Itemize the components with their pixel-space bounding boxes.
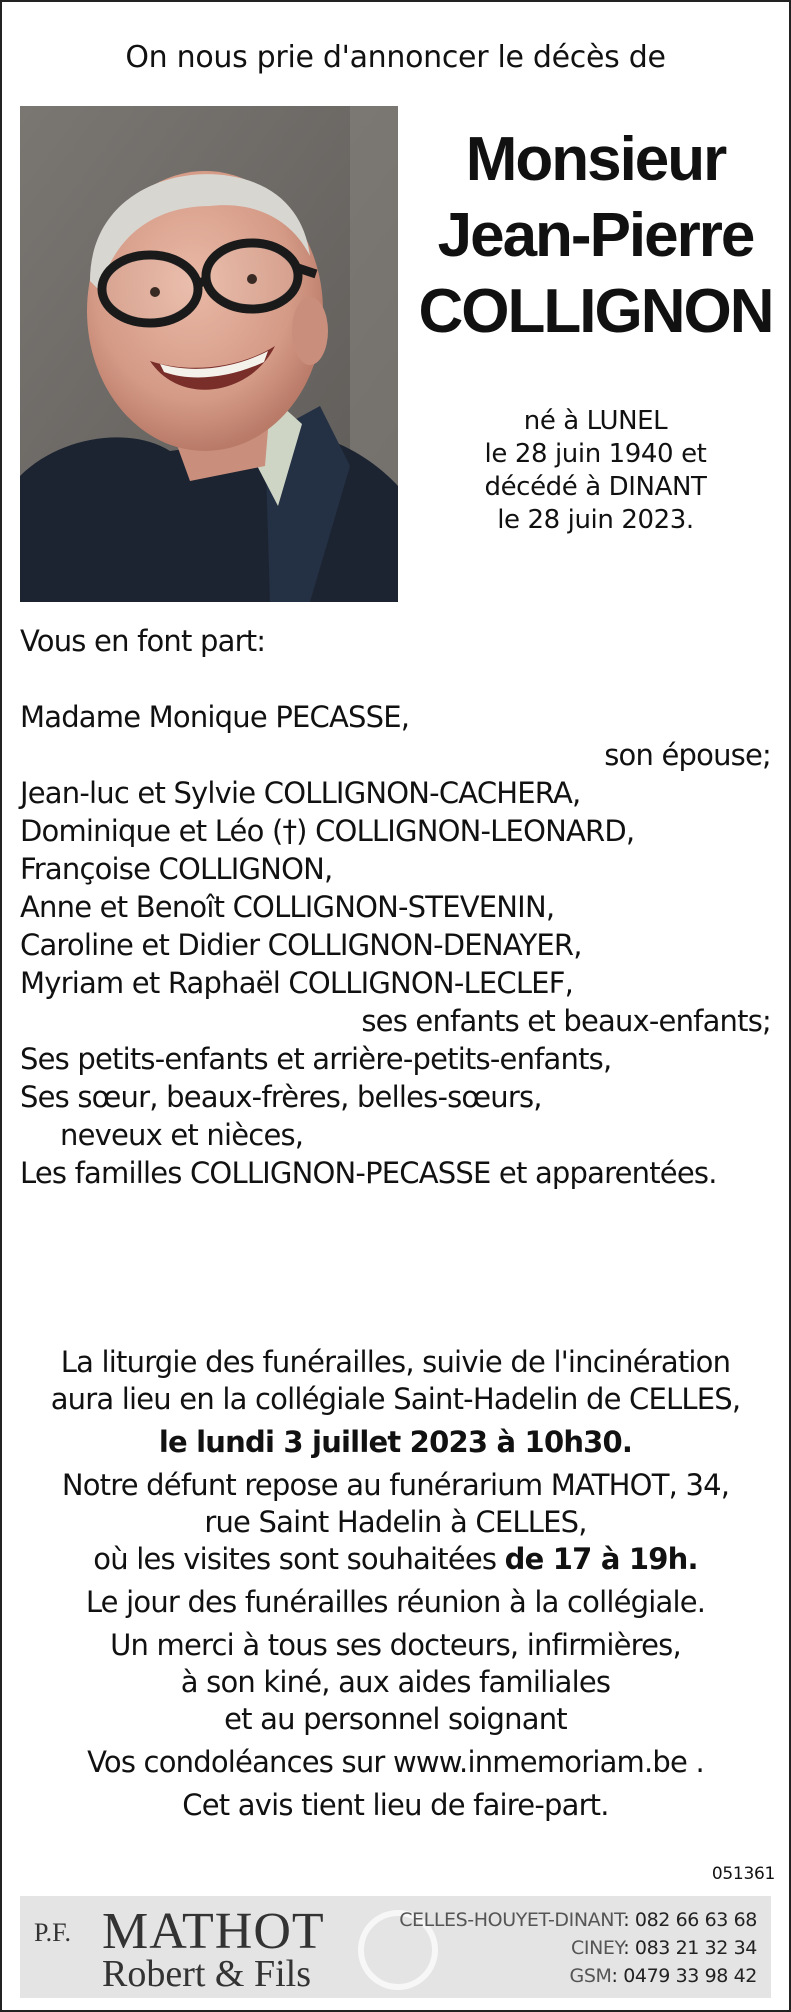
notice-line: Cet avis tient lieu de faire-part. [182, 1788, 609, 1822]
contact-row: GSM: 0479 33 98 42 [569, 1965, 757, 1987]
thanks-line: et au personnel soignant [224, 1702, 567, 1736]
funeral-home-banner [20, 1896, 771, 1998]
rest-line: Notre défunt repose au funérarium MATHOT, 34, [61, 1468, 730, 1502]
thanks-line: Un merci à tous ses docteurs, infirmières, [110, 1628, 681, 1662]
announcement-text: On nous prie d'annoncer le décès de [125, 40, 666, 75]
family-line: Caroline et Didier COLLIGNON-DENAYER, [20, 928, 582, 962]
family-line: Les familles COLLIGNON-PECASSE et apparentées. [20, 1156, 717, 1190]
visits-line [14, 1541, 777, 1578]
family-line: Ses petits-enfants et arrière-petits-enfants, [20, 1042, 612, 1076]
contact-label: GSM [569, 1965, 612, 1987]
contact-phone: 082 66 63 68 [634, 1909, 757, 1931]
visits-prefix: où les visites sont souhaitées [93, 1542, 505, 1576]
family-line: Ses sœur, beaux-frères, belles-sœurs, [20, 1080, 542, 1114]
visits-hours: de 17 à 19h. [504, 1542, 698, 1576]
meeting-line: Le jour des funérailles réunion à la collégiale. [85, 1585, 706, 1619]
contact-label: CELLES-HOUYET-DINANT [399, 1909, 624, 1931]
family-line: Vous en font part: [20, 624, 266, 658]
family-line: Jean-luc et Sylvie COLLIGNON-CACHERA, [20, 776, 581, 810]
birth-death-info [412, 405, 779, 537]
birth-place: né à LUNEL [523, 406, 668, 436]
reference-number: 051361 [711, 1864, 775, 1884]
family-relation: ses enfants et beaux-enfants; [361, 1004, 771, 1038]
contact-row: CINEY: 083 21 32 34 [571, 1937, 757, 1959]
family-line-blank [20, 660, 771, 698]
funeral-details [14, 1344, 777, 1824]
contact-row: CELLES-HOUYET-DINANT: 082 66 63 68 [399, 1909, 757, 1931]
family-relation: son épouse; [604, 738, 771, 772]
family-line: Françoise COLLIGNON, [20, 852, 333, 886]
birth-date: le 28 juin 1940 et [484, 439, 707, 469]
thanks-line: à son kiné, aux aides familiales [180, 1665, 611, 1699]
liturgy-line: La liturgie des funérailles, suivie de l'incinération [60, 1345, 731, 1379]
deceased-title: Monsieur [465, 125, 726, 194]
family-line: Dominique et Léo (†) COLLIGNON-LEONARD, [20, 814, 635, 848]
funeral-date-text: le lundi 3 juillet 2023 à 10h30. [158, 1425, 633, 1459]
family-line: Anne et Benoît COLLIGNON-STEVENIN, [20, 890, 555, 924]
funeral-home-contacts [399, 1906, 757, 1990]
deceased-last-name: COLLIGNON [418, 277, 773, 346]
funeral-date [14, 1424, 777, 1461]
rest-line: rue Saint Hadelin à CELLES, [204, 1505, 587, 1539]
portrait-photo [20, 106, 398, 602]
deceased-name [412, 122, 779, 350]
family-line: Madame Monique PECASSE, [20, 700, 410, 734]
condolences-line: Vos condoléances sur www.inmemoriam.be . [87, 1745, 704, 1779]
funeral-home-prefix: P.F. [34, 1918, 71, 1947]
family-line: Myriam et Raphaël COLLIGNON-LECLEF, [20, 966, 573, 1000]
contact-phone: 083 21 32 34 [634, 1937, 757, 1959]
liturgy-line: aura lieu en la collégiale Saint-Hadelin de CELLES, [50, 1382, 741, 1416]
death-place: décédé à DINANT [484, 472, 707, 502]
death-date: le 28 juin 2023. [497, 505, 694, 535]
family-list [20, 622, 771, 1192]
contact-label: CINEY [571, 1937, 624, 1959]
deceased-first-name: Jean-Pierre [437, 201, 754, 270]
family-line: neveux et nièces, [60, 1118, 304, 1152]
funeral-home-subname: Robert & Fils [102, 1953, 312, 1995]
contact-phone: 0479 33 98 42 [623, 1965, 757, 1987]
funeral-home-name: MATHOT [102, 1903, 325, 1960]
